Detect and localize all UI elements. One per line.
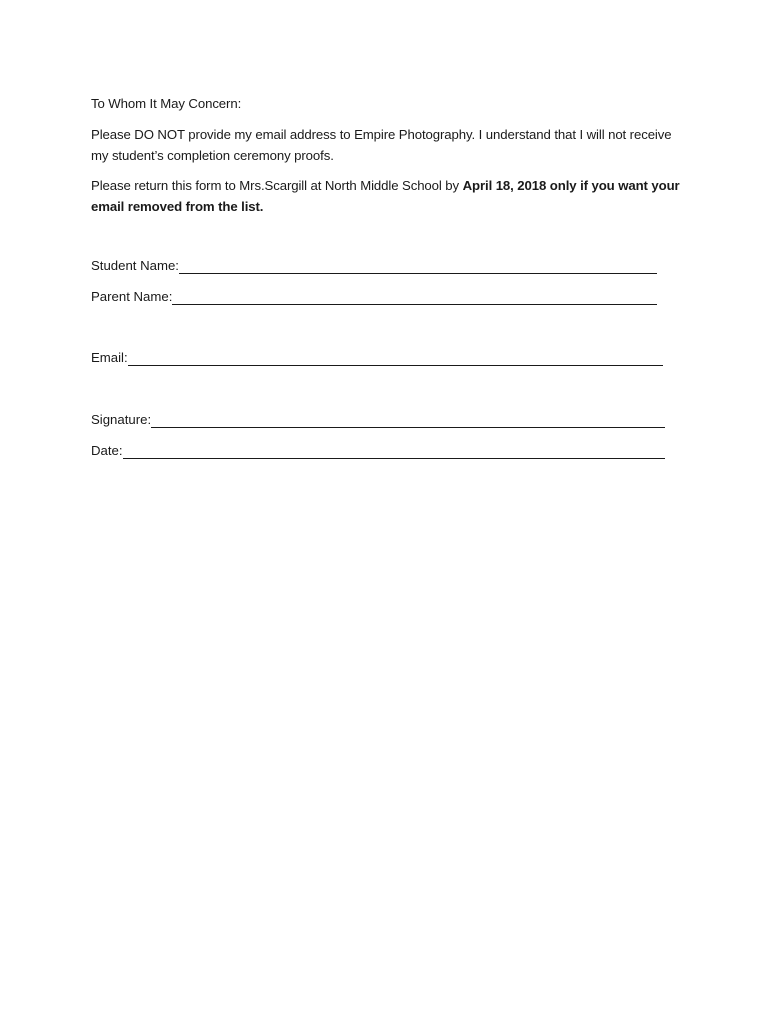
salutation: To Whom It May Concern: <box>91 96 242 111</box>
parent-name-field <box>91 288 657 308</box>
email-label: Email: <box>91 350 128 365</box>
student-name-label: Student Name: <box>91 258 179 273</box>
date-label: Date: <box>91 443 123 458</box>
email-field <box>91 349 663 369</box>
signature-field <box>91 411 665 431</box>
return-instructions-text: Please return this form to Mrs.Scargill at North Middle School by <box>91 178 463 193</box>
signature-label: Signature: <box>91 412 152 427</box>
signature-line[interactable] <box>151 413 665 428</box>
return-instructions <box>91 175 681 217</box>
parent-name-line[interactable] <box>172 290 657 305</box>
opt-out-statement: Please DO NOT provide my email address to Empire Photography. I understand that I will not receive my student’s completion ceremony proofs. <box>91 127 672 163</box>
date-line[interactable] <box>123 444 665 459</box>
parent-name-label: Parent Name: <box>91 289 173 304</box>
return-deadline-text: April 18, 2018 only if you want your email removed from the list. <box>91 178 680 214</box>
student-name-field <box>91 257 657 277</box>
email-line[interactable] <box>128 351 663 366</box>
student-name-line[interactable] <box>179 259 657 274</box>
date-field <box>91 442 665 462</box>
